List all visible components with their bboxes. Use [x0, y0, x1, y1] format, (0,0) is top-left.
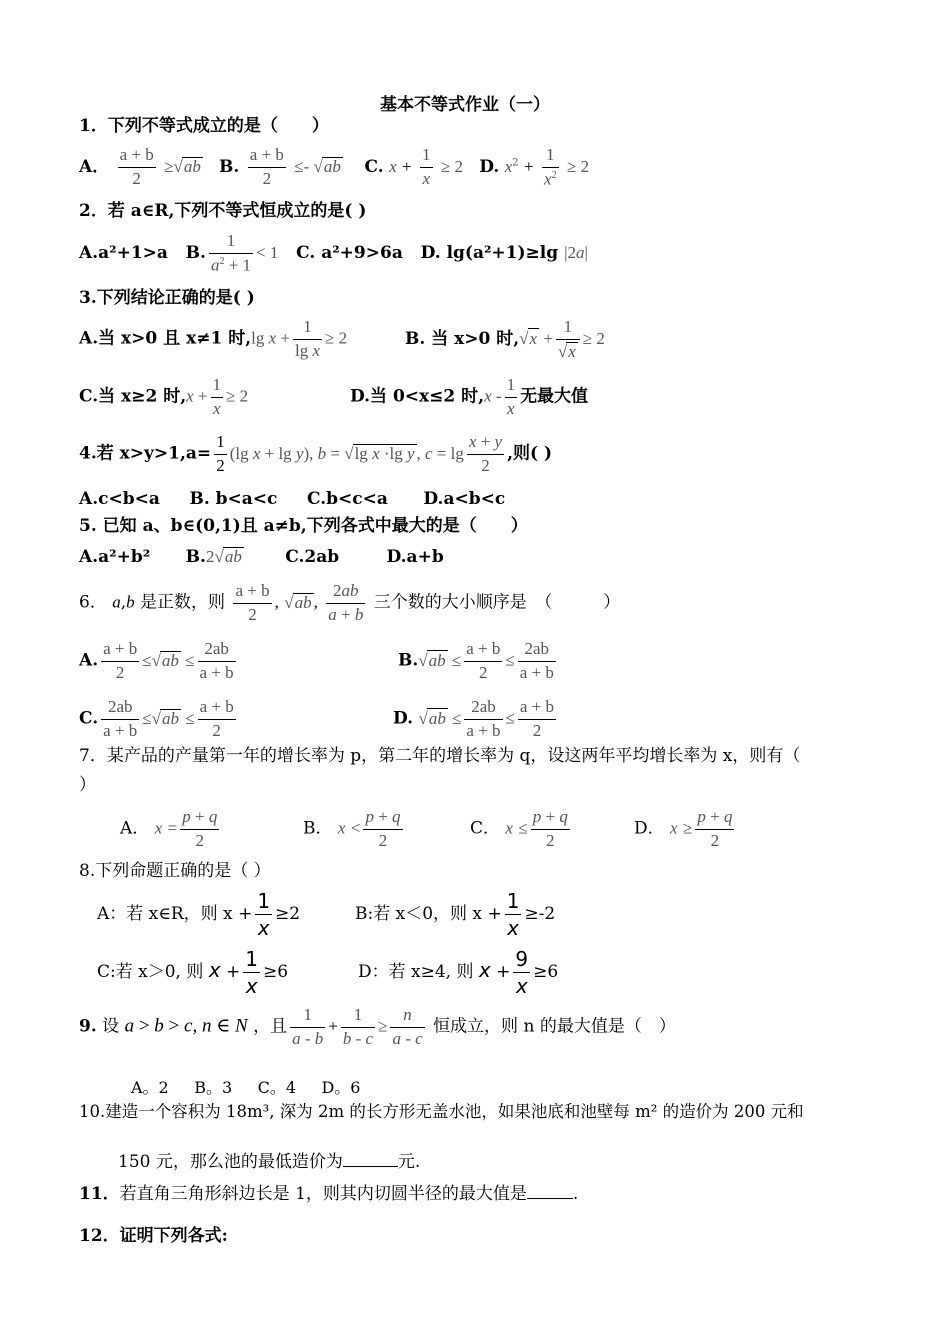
q8-option-c: C:若 x＞0, 则 x + $\frac{1}{x}$ ≥6	[97, 947, 289, 998]
question-6-stem: 6． a,b 是正数，则 $\frac{a + b}{2}$ , √ab , $\frac{2ab}{a + b}$ 三个数的大小顺序是 （ ）	[79, 581, 621, 624]
answer-blank[interactable]	[527, 1198, 573, 1199]
question-3-stem: 3.下列结论正确的是( )	[79, 288, 255, 308]
question-4-stem: 4.若 x>y>1,a= $\frac{1}{2}$ (lg x + lg y), b = √lg x ·lg y , c = lg $\frac{x + y}{2}$ ,则( )	[79, 432, 553, 475]
question-12: 12．证明下列各式:	[79, 1226, 228, 1246]
q6-option-b: B.√ab ≤ $\frac{a + b}{2}$ ≤ $\frac{2ab}{a + b}$	[398, 639, 554, 682]
question-1-options: A． $\frac{a + b}{2}$ ≥√ab B. $\frac{a + b}{2}$ ≤- √ab C. x + $\frac{1}{x}$ ≥ 2 D. $x^2$ + $\frac{1}{x^2}$ ≥ 2	[79, 145, 590, 189]
question-7-line-1: 7．某产品的产量第一年的增长率为 p，第二年的增长率为 q，设这两年平均增长率为 x，则有（	[79, 746, 801, 766]
question-7-line-2: ）	[79, 775, 96, 795]
question-5-options: A.a²+b² B.2√ab C.2ab D.a+b	[79, 547, 444, 567]
page-title: 基本不等式作业（一）	[380, 95, 550, 115]
question-8-stem: 8.下列命题正确的是（ ）	[79, 861, 271, 881]
q2-option-c: C. a²+9>6a	[296, 243, 403, 264]
q7-option-d: D． x ≥ $\frac{p + q}{2}$	[634, 807, 733, 850]
q6-option-a: A. $\frac{a + b}{2}$ ≤√ab ≤ $\frac{2ab}{a + b}$	[79, 639, 234, 682]
question-1-stem: 1．下列不等式成立的是（ ）	[79, 116, 329, 136]
q8-option-a: A：若 x∈R，则 x + $\frac{1}{x}$ ≥2	[97, 889, 301, 940]
question-11: 11．若直角三角形斜边长是 1，则其内切圆半径的最大值是 .	[79, 1184, 579, 1204]
q3-option-b: B. 当 x>0 时,√x + $\frac{1}{√x}$ ≥ 2	[405, 317, 605, 361]
q7-option-c: C． x ≤ $\frac{p + q}{2}$	[470, 807, 568, 850]
q6-option-c: C. $\frac{2ab}{a + b}$ ≤√ab ≤ $\frac{a + b}{2}$	[79, 697, 234, 740]
q3-option-c: C.当 x≥2 时,x + $\frac{1}{x}$ ≥ 2	[79, 375, 249, 418]
question-9-options: A。2 B。3 C。4 D。6	[131, 1078, 361, 1097]
question-2-options: A.a²+1>a B. $\frac{1}{a^2 + 1}$ < 1 C. a²+9>6a D. lg(a²+1)≥lg |2a|	[79, 231, 588, 275]
q3-option-d: D.当 0<x≤2 时,x - $\frac{1}{x}$ 无最大值	[350, 375, 589, 418]
q6-option-d: D. √ab ≤ $\frac{2ab}{a + b}$ ≤ $\frac{a + b}{2}$	[393, 697, 555, 740]
question-3-options-ab: A.当 x>0 且 x≠1 时,lg x + $\frac{1}{\text{lg x}}$ ≥ 2	[79, 317, 348, 360]
answer-blank[interactable]	[343, 1166, 398, 1167]
q8-option-d: D：若 x≥4, 则 x + $\frac{9}{x}$ ≥6	[358, 947, 559, 998]
question-5-stem: 5. 已知 a、b∈(0,1)且 a≠b,下列各式中最大的是（ ）	[79, 516, 528, 536]
q8-option-b: B:若 x＜0，则 x + $\frac{1}{x}$ ≥-2	[355, 889, 556, 940]
question-4-options: A.c<b<a B. b<a<c C.b<c<a D.a<b<c	[79, 489, 506, 509]
question-9-stem: 9. 设 a > b > c, n ∈ N ，且 $\frac{1}{a - b}$ + $\frac{1}{b - c}$ ≥ $\frac{n}{a - c}$ 恒成立，则 n 的最大值是（ ）	[79, 1005, 676, 1048]
q7-option-b: B． x < $\frac{p + q}{2}$	[303, 807, 401, 850]
q2-option-a: A.a²+1>a	[79, 243, 168, 264]
question-2-stem: 2．若 a∈R,下列不等式恒成立的是( )	[79, 201, 367, 221]
q7-option-a: A． x = $\frac{p + q}{2}$	[120, 807, 218, 850]
question-10-line-1: 10.建造一个容积为 18m³, 深为 2m 的长方形无盖水池，如果池底和池壁每 m² 的造价为 200 元和	[79, 1102, 804, 1121]
question-10-line-2: 150 元，那么池的最低造价为 元.	[118, 1152, 421, 1172]
